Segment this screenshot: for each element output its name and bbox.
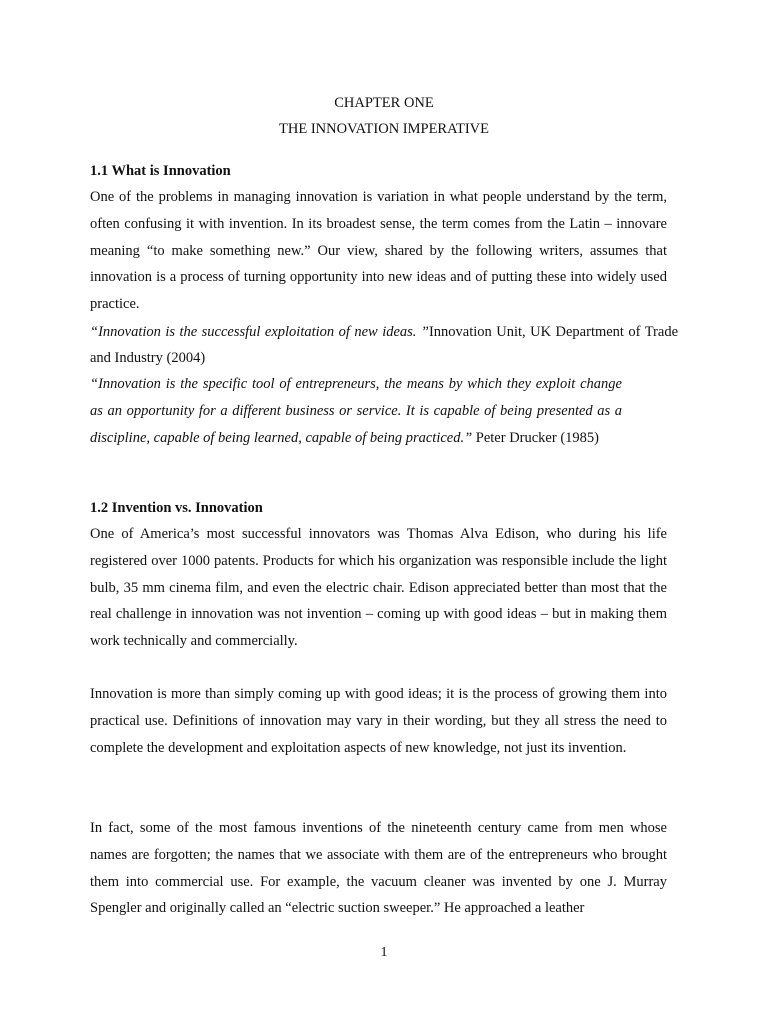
section-1-paragraph: One of the problems in managing innovation is variation in what people understand by the term, often confusing it with invention. In its broadest sense, the term comes from the Latin – innovare meaning “to make something new.” Our view, shared by the following writers, assumes that innovation is a process of turning opportunity into new ideas and of putting these into widely used practice.: [90, 189, 667, 313]
section-1-heading: 1.1 What is Innovation: [90, 163, 231, 179]
chapter-title: THE INNOVATION IMPERATIVE: [279, 121, 489, 137]
quote-1: [90, 319, 678, 371]
quote-1-text: “Innovation is the successful exploitation of new ideas. ”: [90, 324, 429, 340]
quote-2-text: “Innovation is the specific tool of entrepreneurs, the means by which they exploit change as an opportunity for a different business or service. It is capable of being presented as a discipline, capable of being learned, capable of being practiced.”: [90, 376, 622, 446]
section-2-heading: 1.2 Invention vs. Innovation: [90, 500, 263, 516]
chapter-number: CHAPTER ONE: [334, 95, 434, 111]
section-2-paragraph-1: One of America’s most successful innovators was Thomas Alva Edison, who during his life registered over 1000 patents. Products for which his organization was responsible include the light bulb, 35 mm cinema film, and even the electric chair. Edison appreciated better than most that the real challenge in innovation was not invention – coming up with good ideas – but in making them work technically and commercially.: [90, 526, 667, 650]
section-2-paragraph-3: In fact, some of the most famous inventions of the nineteenth century came from men whose names are forgotten; the names that we associate with them are of the entrepreneurs who brought them into commercial use. For example, the vacuum cleaner was invented by one J. Murray Spengler and originally called an “electric suction sweeper.” He approached a leather: [90, 820, 667, 917]
section-2-paragraph-2: Innovation is more than simply coming up with good ideas; it is the process of growing them into practical use. Definitions of innovation may vary in their wording, but they all stress the need to complete the development and exploitation aspects of new knowledge, not just its invention.: [90, 686, 667, 756]
quote-1-source: Innovation Unit, UK Department of Trade and Industry (2004): [90, 324, 679, 366]
quote-2: [90, 371, 622, 451]
page-number: 1: [380, 945, 388, 960]
quote-2-source: Peter Drucker (1985): [472, 429, 599, 446]
